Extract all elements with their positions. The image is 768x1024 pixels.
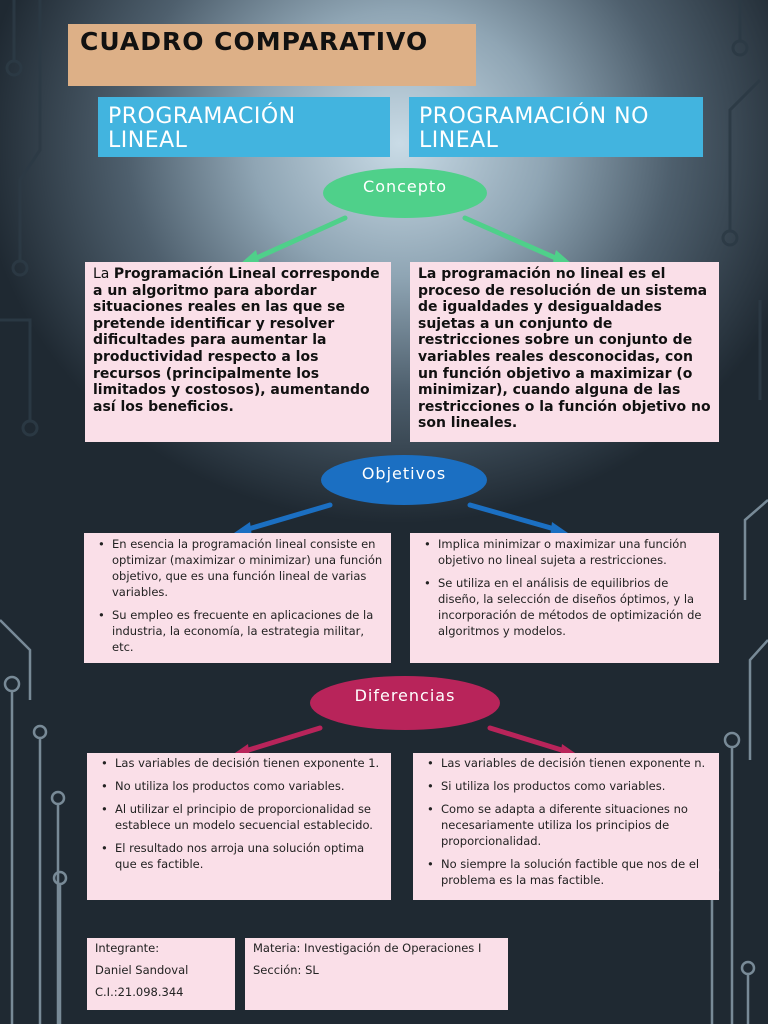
objetivos-no-lineal-item: • Se utiliza en el análisis de equilibrios de diseño, la selección de diseños óptimos, y la incorporación de métodos de optimización de algoritmos y modelos. (418, 575, 711, 639)
concepto-lineal-text: corresponde a un algoritmo para abordar situaciones reales en las que se pretende identificar y resolver dificultades para aumentar la productividad respecto a los recursos (principalmente los limitados y costosos), aumentando así los beneficios. (93, 266, 380, 415)
materia-text: Materia: Investigación de Operaciones I (253, 941, 482, 955)
diferencias-lineal-item: • No utiliza los productos como variables. (95, 778, 383, 794)
concepto-label: Concepto (363, 177, 447, 196)
concepto-oval (323, 168, 487, 218)
diferencias-lineal-item: • El resultado nos arroja una solución optima que es factible. (95, 840, 383, 872)
diferencias-label: Diferencias (354, 686, 456, 705)
diferencias-oval (310, 676, 500, 730)
concepto-lineal-prefix: La (93, 266, 114, 282)
integrante-card (87, 938, 235, 1010)
diferencias-no-lineal-item: • Si utiliza los productos como variables. (421, 778, 711, 794)
objetivos-no-lineal-item: • Implica minimizar o maximizar una función objetivo no lineal sujeta a restricciones. (418, 536, 711, 568)
objetivos-oval (321, 455, 487, 505)
page-title: CUADRO COMPARATIVO (68, 24, 476, 86)
concepto-arrow-right (465, 218, 560, 260)
objetivos-lineal-item: • Su empleo es frecuente en aplicaciones de la industria, la economía, la estrategia militar, etc. (92, 607, 383, 655)
materia-card (245, 938, 508, 1010)
objetivos-arrow-right (470, 505, 558, 530)
objetivos-lineal-item: • En esencia la programación lineal consiste en optimizar (maximizar o minimizar) una función objetivo, que es una función lineal de varias variables. (92, 536, 383, 600)
concepto-lineal-term: Programación Lineal (113, 266, 277, 282)
concepto-no-lineal-term: La programación no lineal (418, 266, 624, 282)
diferencias-arrow-right (490, 728, 568, 752)
column-header-lineal: PROGRAMACIÓN LINEAL (98, 97, 390, 157)
integrante-name: Daniel Sandoval (95, 963, 189, 977)
diferencias-no-lineal-item: • Las variables de decisión tienen exponente n. (421, 755, 711, 771)
diferencias-lineal-card (87, 753, 391, 900)
seccion-text: Sección: SL (253, 963, 319, 977)
diferencias-arrow-left (242, 728, 320, 752)
objetivos-lineal-card (84, 533, 391, 663)
concepto-arrow-left (252, 218, 345, 260)
diferencias-no-lineal-card (413, 753, 719, 900)
integrante-label: Integrante: (95, 941, 160, 955)
integrante-ci: C.I.:21.098.344 (95, 985, 184, 999)
diferencias-lineal-item: • Las variables de decisión tienen exponente 1. (95, 755, 383, 771)
objetivos-arrow-left (245, 505, 330, 530)
diferencias-lineal-item: • Al utilizar el principio de proporcionalidad se establece un modelo secuencial establecido. (95, 801, 383, 833)
objetivos-no-lineal-card (410, 533, 719, 663)
diferencias-no-lineal-item: • Como se adapta a diferente situaciones no necesariamente utiliza los principios de proporcionalidad. (421, 801, 711, 849)
concepto-no-lineal-text: es el proceso de resolución de un sistema de igualdades y desigualdades sujetas a un conjunto de restricciones sobre un conjunto de variables reales desconocidas, con un función objetivo a maximizar (o minimizar), cuando alguna de las restricciones o la función objetivo no son lineales. (418, 266, 711, 432)
column-header-no-lineal: PROGRAMACIÓN NO LINEAL (409, 97, 703, 157)
diferencias-no-lineal-item: • No siempre la solución factible que nos de el problema es la mas factible. (421, 856, 711, 888)
objetivos-label: Objetivos (361, 464, 447, 483)
concepto-lineal-card (85, 262, 391, 442)
concepto-no-lineal-card (410, 262, 719, 442)
